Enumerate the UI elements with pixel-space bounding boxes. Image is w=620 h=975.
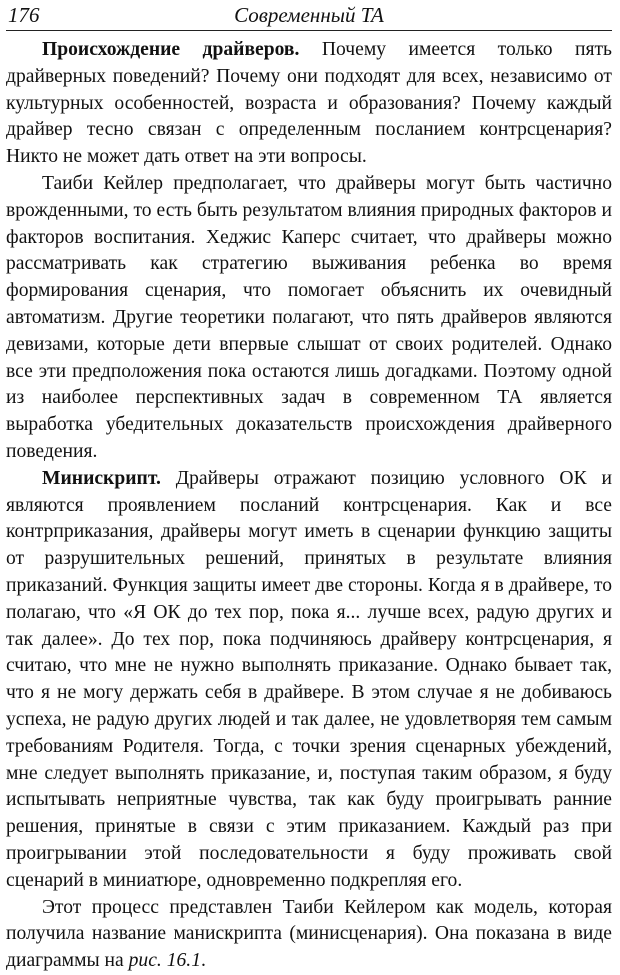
paragraph-kahler-hypothesis: [6, 171, 612, 466]
running-head: [6, 0, 612, 31]
paragraph-text: Этот процесс представлен Таиби Кейлером как модель, которая получила название манискрипта (минисценария). Она показана в виде диаграммы на: [6, 896, 612, 972]
paragraph-origin-of-drivers: [6, 37, 612, 171]
paragraph-text: Почему имеется только пять драйверных поведений? Почему они подходят для всех, независимо от культурных особенностей, возраста и образования? Почему каждый драйвер тесно связан с определенным посланием контрсценария? Никто не может дать ответ на эти вопросы.: [6, 39, 612, 168]
page-number: 176: [8, 3, 40, 27]
figure-reference[interactable]: рис. 16.1: [128, 950, 202, 972]
running-title: Современный ТА: [234, 3, 384, 27]
paragraph-text: Таиби Кейлер предполагает, что драйверы могут быть частично врожденными, то есть быть результатом влияния природных факторов и факторов воспитания. Хеджис Каперс считает, что драйверы можно рассматривать как стратегию выживания ребенка во время формирования сценария, что помогает объяснить их очевидный автоматизм. Другие теоретики полагают, что пять драйверов являются девизами, которые дети впервые слышат от своих родителей. Однако все эти предположения пока остаются лишь догадками. Поэтому одной из наиболее перспективных задач в современном ТА является выработка убедительных доказательств происхождения драйверного поведения.: [6, 172, 612, 462]
run-in-heading-origin: Происхождение драйверов.: [42, 39, 300, 60]
run-in-heading-miniscript: Минискрипт.: [42, 467, 161, 489]
paragraph-text: Драйверы отражают позицию условного ОК и являются проявлением посланий контрсценария. Как и все контрприказания, драйверы могут иметь в сценарии функцию защиты от разрушительных решений, принятых в результате влияния приказаний. Функция защиты имеет две стороны. Когда я в драйвере, то полагаю, что «Я ОК до тех пор, пока я... лучше всех, радую других и так далее». До тех пор, пока подчиняюсь драйверу контрсценария, я считаю, что мне не нужно выполнять приказание. Однако бывает так, что я не могу держать себя в драйвере. В этом случае я не добиваюсь успеха, не радую других людей и так далее, не удовлетворяя тем самым требованиям Родителя. Тогда, с точки зрения сценарных убеждений, мне следует выполнять приказание, и, поступая таким образом, я буду испытывать неприятные чувства, так как буду проигрывать ранние решения, принятые в связи с этим приказанием. Каждый раз при проигрывании этой последовательности я буду проживать свой сценарий в миниатюре, одновременно подкрепляя его.: [6, 467, 612, 891]
paragraph-miniscript: [6, 466, 612, 895]
paragraph-miniscript-model: [6, 895, 612, 975]
paragraph-text-end: .: [201, 950, 206, 972]
body-text: [6, 37, 612, 975]
